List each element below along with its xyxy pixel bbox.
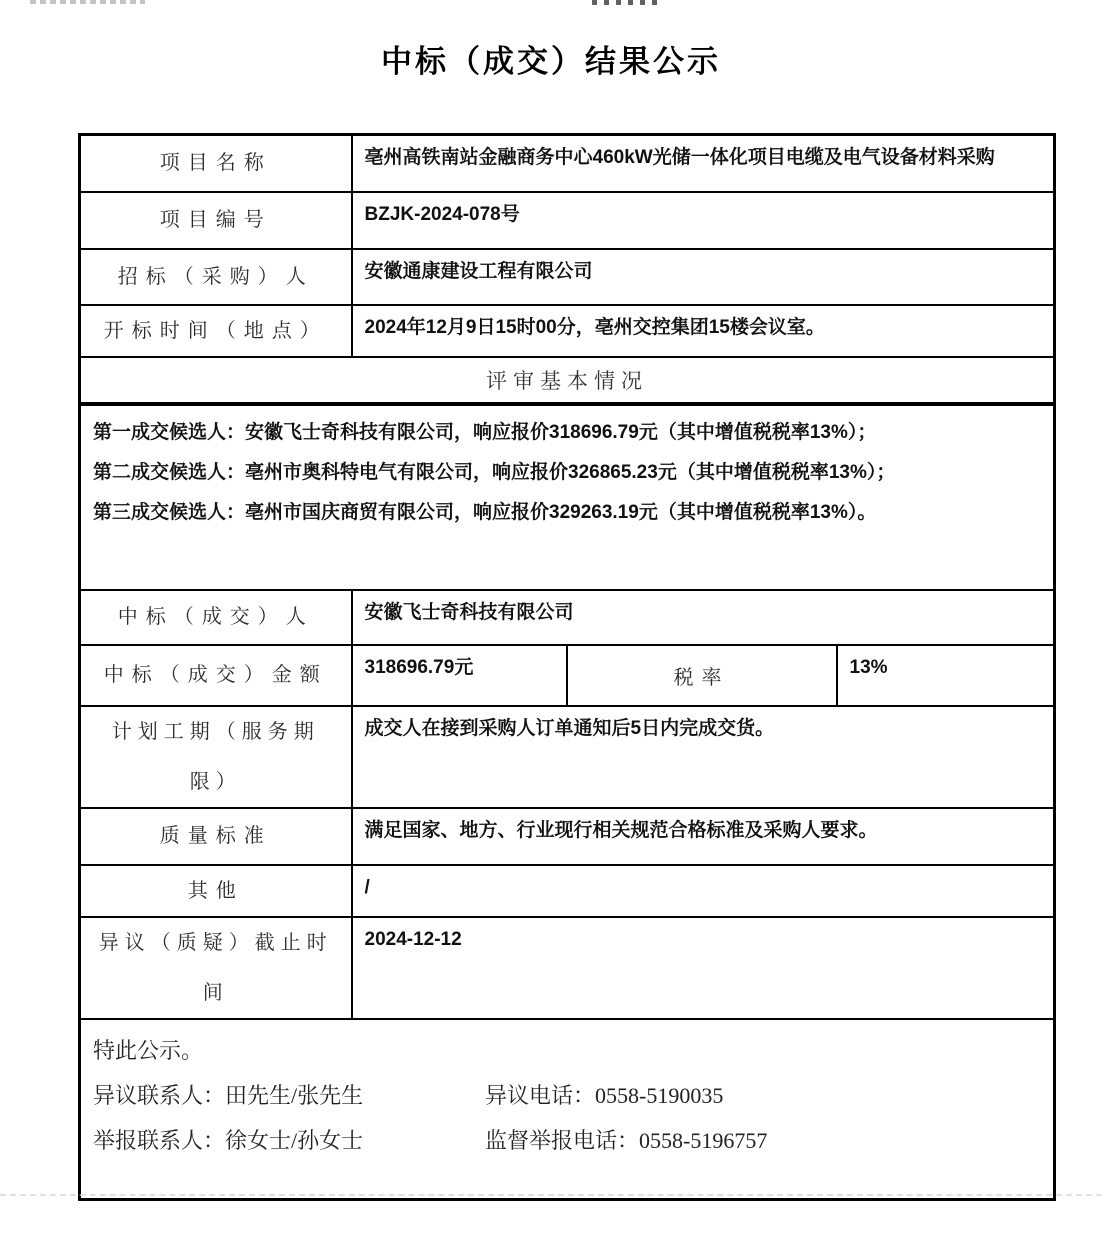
table-row-bid-opening: [80, 305, 1055, 357]
clipped-text-fragment-left: [30, 0, 145, 4]
table-row-purchaser: [80, 249, 1055, 305]
amount-value: 318696.79元: [352, 645, 567, 706]
footer-notice: 特此公示。: [93, 1037, 204, 1063]
deadline-value: 2024-12-12: [352, 917, 1055, 1019]
table-row-footer: [80, 1019, 1055, 1200]
other-value: /: [352, 865, 1055, 917]
purchaser-label: 招标（采购）人: [80, 249, 352, 305]
other-label: 其他: [80, 865, 352, 917]
page-title: 中标（成交）结果公示: [381, 44, 721, 79]
table-row-review-header: [80, 357, 1055, 404]
project-number-value: BZJK-2024-078号: [352, 192, 1055, 249]
report-contact: 举报联系人：徐女士/孙女士: [93, 1127, 364, 1153]
review-header: 评审基本情况: [80, 357, 1055, 404]
page-break-dashed-line: [0, 1194, 1102, 1196]
purchaser-value: 安徽通康建设工程有限公司: [352, 249, 1055, 305]
table-row-other: [80, 865, 1055, 917]
bid-opening-value: 2024年12月9日15时00分，亳州交控集团15楼会议室。: [352, 305, 1055, 357]
deadline-label: 异议（质疑）截止时间: [80, 917, 352, 1019]
amount-label: 中标（成交）金额: [80, 645, 352, 706]
table-row-candidates: [80, 404, 1055, 590]
project-name-label: 项目名称: [80, 135, 352, 192]
table-row-deadline: [80, 917, 1055, 1019]
quality-value: 满足国家、地方、行业现行相关规范合格标准及采购人要求。: [352, 808, 1055, 865]
objection-contact: 异议联系人：田先生/张先生: [93, 1082, 364, 1108]
table-row-winner: [80, 590, 1055, 645]
footer-report-line: [93, 1118, 1041, 1163]
quality-label: 质量标准: [80, 808, 352, 865]
footer-objection-line: [93, 1073, 1041, 1118]
schedule-label: 计划工期（服务期限）: [80, 706, 352, 808]
project-number-label: 项目编号: [80, 192, 352, 249]
candidates-cell: [80, 404, 1055, 590]
table-row-amount: [80, 645, 1055, 706]
candidate-line-3: 第三成交候选人：亳州市国庆商贸有限公司，响应报价329263.19元（其中增值税税率13%）。: [93, 501, 877, 523]
table-row-quality: [80, 808, 1055, 865]
winner-value: 安徽飞士奇科技有限公司: [352, 590, 1055, 645]
table-row-project-number: [80, 192, 1055, 249]
clipped-text-fragment-center: [592, 0, 664, 5]
announcement-table: [78, 133, 1056, 1201]
footer-cell: [80, 1019, 1055, 1200]
bid-opening-label: 开标时间（地点）: [80, 305, 352, 357]
project-name-value: 亳州高铁南站金融商务中心460kW光储一体化项目电缆及电气设备材料采购: [352, 135, 1055, 192]
table-row-schedule: [80, 706, 1055, 808]
candidate-line-1: 第一成交候选人：安徽飞士奇科技有限公司，响应报价318696.79元（其中增值税税率13%）；: [93, 421, 877, 443]
schedule-value: 成交人在接到采购人订单通知后5日内完成交货。: [352, 706, 1055, 808]
tax-rate-label: 税率: [567, 645, 837, 706]
table-row-project-name: [80, 135, 1055, 192]
candidate-line-2: 第二成交候选人：亳州市奥科特电气有限公司，响应报价326865.23元（其中增值税税率13%）；: [93, 461, 896, 483]
report-phone: 监督举报电话：0558-5196757: [485, 1127, 768, 1153]
objection-phone: 异议电话：0558-5190035: [485, 1082, 724, 1108]
winner-label: 中标（成交）人: [80, 590, 352, 645]
tax-rate-value: 13%: [837, 645, 1055, 706]
